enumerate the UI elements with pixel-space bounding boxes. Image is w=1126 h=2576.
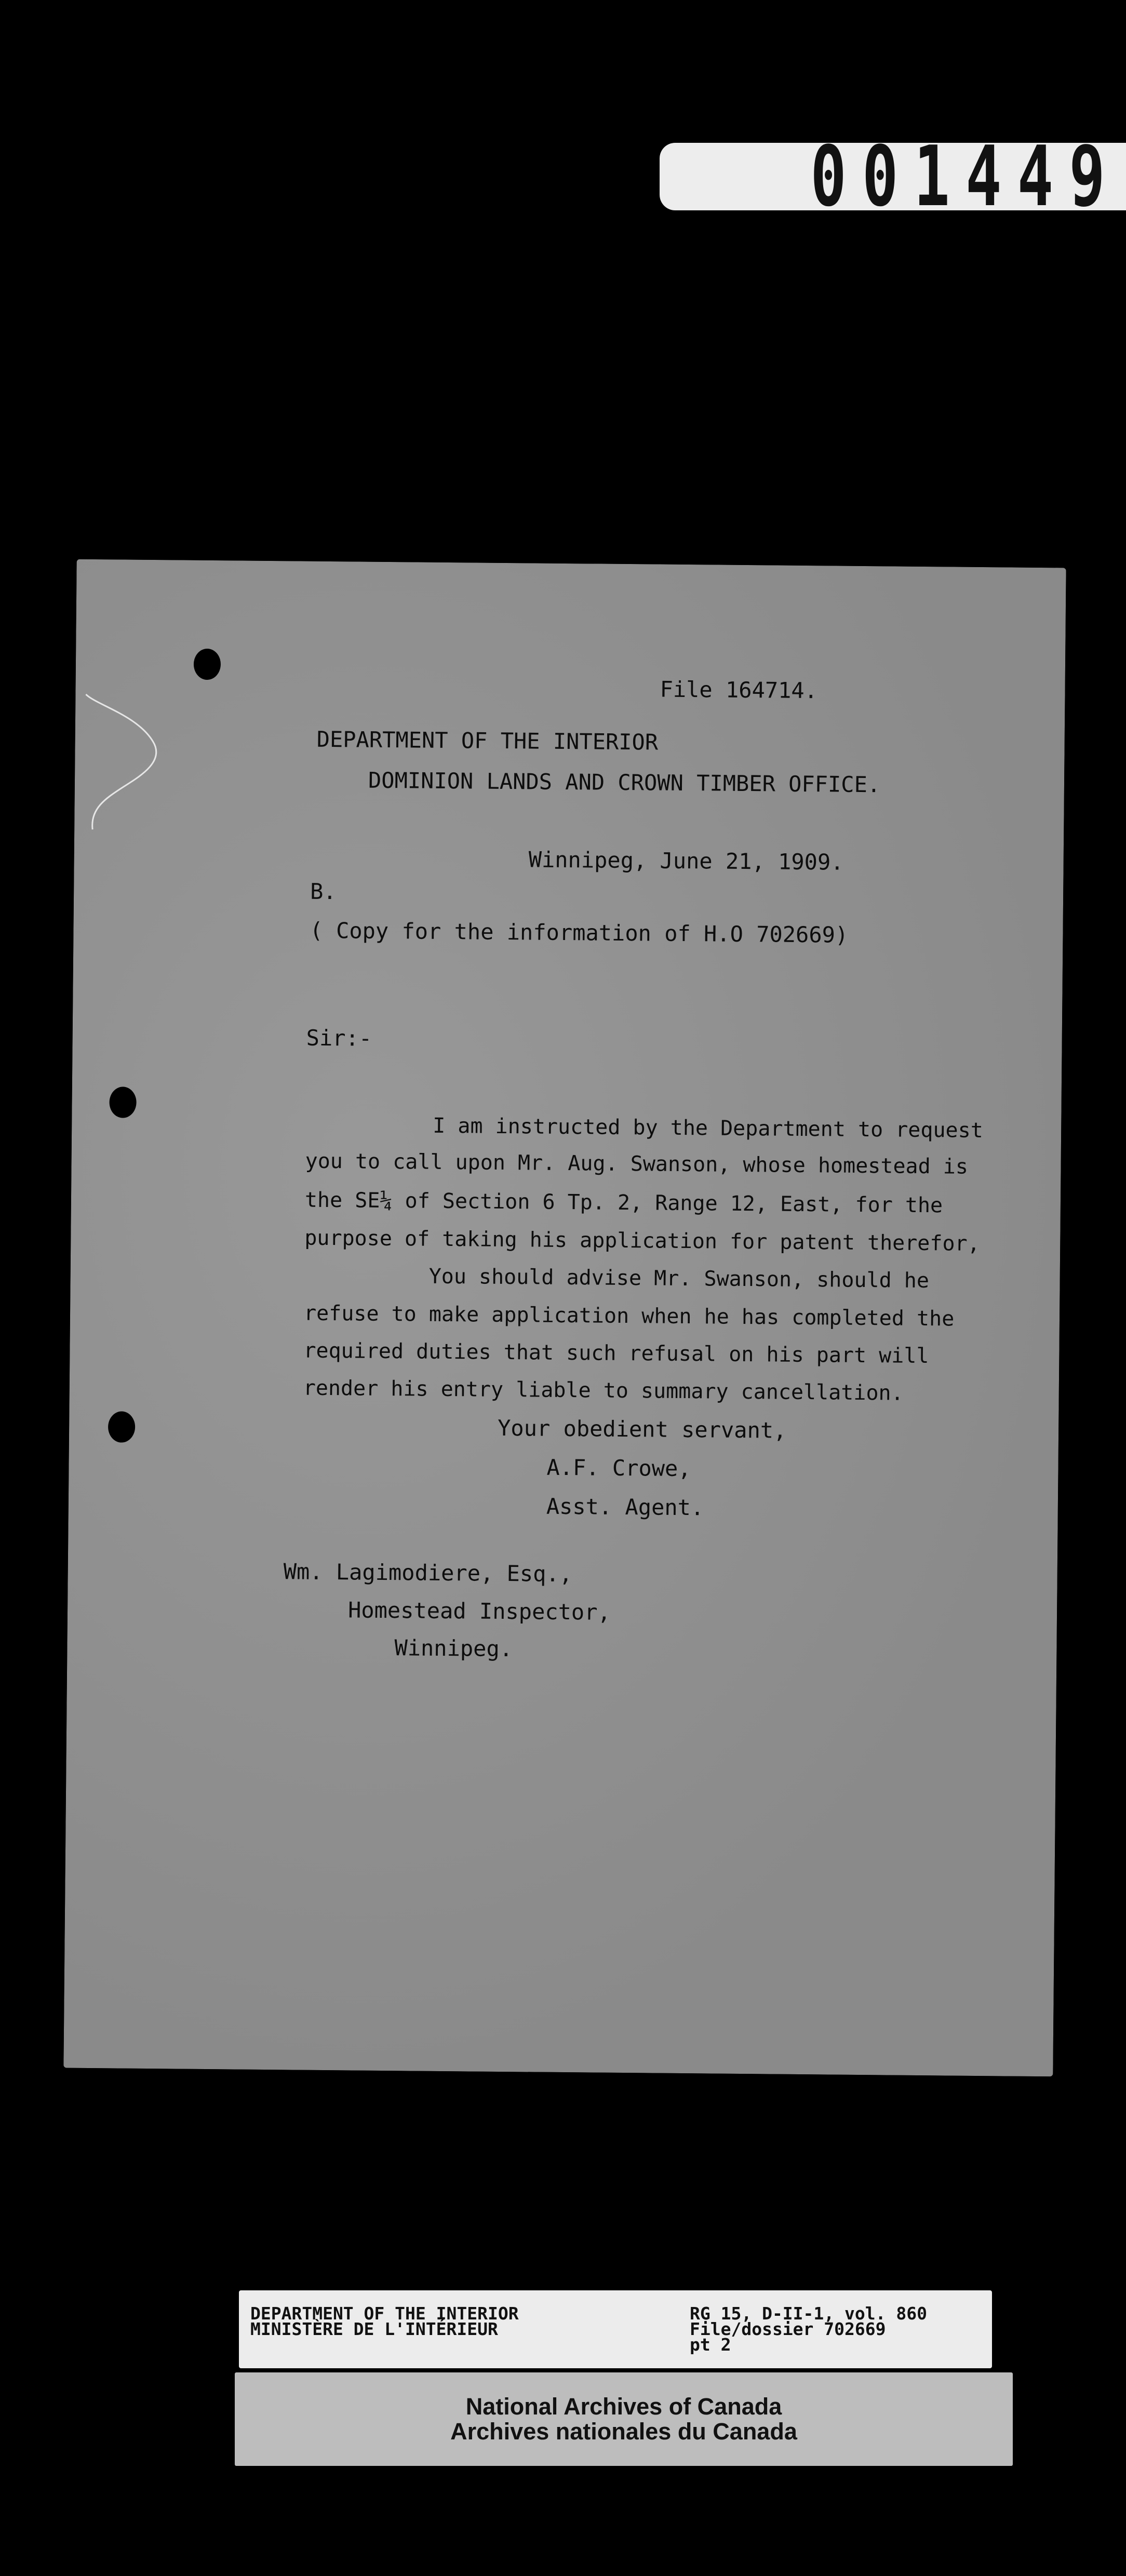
department-french: MINISTÈRE DE L'INTÉRIEUR bbox=[250, 2319, 498, 2339]
department-english: DEPARTMENT OF THE INTERIOR bbox=[250, 2303, 519, 2324]
file-reference: File 164714. bbox=[660, 676, 818, 704]
body-line: refuse to make application when he has completed the bbox=[303, 1301, 955, 1331]
body-line: required duties that such refusal on his part will bbox=[303, 1338, 929, 1369]
signatory-title: Asst. Agent. bbox=[546, 1493, 704, 1521]
punch-hole-top bbox=[194, 649, 221, 680]
closing: Your obedient servant, bbox=[497, 1415, 787, 1443]
body-line: you to call upon Mr. Aug. Swanson, whose homestead is bbox=[305, 1149, 969, 1179]
body-line: You should advise Mr. Swanson, should he bbox=[428, 1264, 930, 1293]
place-and-date: Winnipeg, June 21, 1909. bbox=[528, 847, 844, 875]
body-line: I am instructed by the Department to request bbox=[433, 1113, 983, 1143]
department-heading: DEPARTMENT OF THE INTERIOR bbox=[316, 726, 659, 755]
letter-page bbox=[63, 559, 1066, 2077]
copy-note: ( Copy for the information of H.O 702669) bbox=[310, 917, 849, 948]
archive-reference-label bbox=[239, 2290, 992, 2368]
office-heading: DOMINION LANDS AND CROWN TIMBER OFFICE. bbox=[368, 767, 881, 798]
record-group-reference: RG 15, D-II-1, vol. 860 bbox=[690, 2303, 927, 2324]
body-line: purpose of taking his application for patent therefor, bbox=[304, 1226, 980, 1256]
frame-number: 001449 bbox=[810, 128, 1121, 225]
initial: B. bbox=[310, 878, 337, 905]
archive-name-english: National Archives of Canada bbox=[465, 2393, 782, 2420]
addressee-name: Wm. Lagimodiere, Esq., bbox=[283, 1559, 573, 1587]
archive-name-label bbox=[235, 2372, 1013, 2466]
paper-tear-mark bbox=[74, 684, 169, 841]
salutation: Sir:- bbox=[306, 1025, 372, 1051]
body-line: render his entry liable to summary cancellation. bbox=[303, 1376, 904, 1405]
file-dossier-reference: File/dossier 702669 bbox=[690, 2319, 886, 2339]
addressee-city: Winnipeg. bbox=[394, 1635, 513, 1662]
punch-hole-middle bbox=[109, 1086, 137, 1118]
archive-name-french: Archives nationales du Canada bbox=[450, 2418, 797, 2445]
part-reference: pt 2 bbox=[690, 2334, 731, 2355]
frame-number-tag bbox=[660, 128, 1126, 225]
punch-hole-bottom bbox=[108, 1411, 136, 1442]
addressee-title: Homestead Inspector, bbox=[347, 1597, 611, 1625]
signatory-name: A.F. Crowe, bbox=[546, 1454, 691, 1482]
body-line: the SE¼ of Section 6 Tp. 2, Range 12, East, for the bbox=[304, 1188, 943, 1218]
